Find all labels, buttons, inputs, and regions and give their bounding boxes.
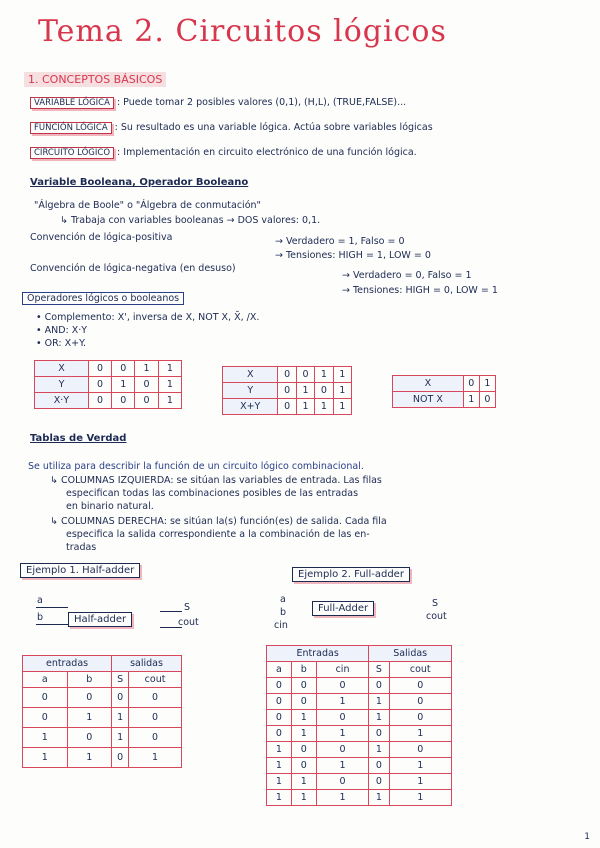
cell: 1 xyxy=(67,748,112,768)
cell: 1 xyxy=(463,392,479,408)
col-header: cout xyxy=(389,662,452,678)
table-row xyxy=(267,710,452,726)
cell: Y xyxy=(223,383,278,399)
cell: 1 xyxy=(479,376,495,392)
cell: 1 xyxy=(316,790,369,806)
or-truth-table xyxy=(222,366,352,415)
cell: 0 xyxy=(278,383,296,399)
cell: X+Y xyxy=(223,399,278,415)
header-cell: entradas xyxy=(23,656,112,672)
table-row xyxy=(223,367,352,383)
definition-text: : Implementación en circuito electrónico de una función lógica. xyxy=(117,147,417,158)
table-row xyxy=(23,656,182,672)
cell: 0 xyxy=(316,742,369,758)
boole-line: ↳ Trabaja con variables booleanas → DOS valores: 0,1. xyxy=(60,215,321,226)
truth-tables-line: Se utiliza para describir la función de un circuito lógico combinacional. xyxy=(28,461,364,472)
positive-logic-value: → Verdadero = 1, Falso = 0 xyxy=(275,236,405,247)
input-label: a xyxy=(37,595,43,606)
page-title: Tema 2. Circuitos lógicos xyxy=(38,14,447,49)
cell: 1 xyxy=(316,758,369,774)
table-row xyxy=(23,748,182,768)
example1-title: Ejemplo 1. Half-adder xyxy=(20,563,140,578)
cell: 0 xyxy=(315,383,333,399)
col-header: cin xyxy=(316,662,369,678)
input-label: b xyxy=(37,612,44,623)
cell: 1 xyxy=(389,774,452,790)
operators-heading: Operadores lógicos o booleanos xyxy=(22,292,184,305)
table-row xyxy=(23,688,182,708)
cell: 0 xyxy=(67,728,112,748)
cell: 1 xyxy=(369,694,389,710)
cell: 0 xyxy=(389,710,452,726)
cell: 0 xyxy=(291,758,316,774)
half-adder-table xyxy=(22,655,182,768)
table-row xyxy=(35,393,182,409)
cell: 1 xyxy=(369,790,389,806)
cell: 1 xyxy=(158,361,181,377)
cell: 0 xyxy=(389,678,452,694)
operator-item: • Complemento: X', inversa de X, NOT X, X̄, /X. xyxy=(36,312,260,323)
full-adder-block: Full-Adder xyxy=(312,601,374,616)
output-label: cout xyxy=(426,611,447,622)
col-header: S xyxy=(369,662,389,678)
input-label: a xyxy=(280,594,286,605)
wire xyxy=(160,611,182,612)
input-label: cin xyxy=(274,620,288,631)
table-row xyxy=(267,726,452,742)
header-cell: Salidas xyxy=(369,646,452,662)
negative-logic-label: Convención de lógica-negativa (en desuso) xyxy=(30,263,236,274)
positive-logic-voltage: → Tensiones: HIGH = 1, LOW = 0 xyxy=(275,250,431,261)
cell: 0 xyxy=(316,710,369,726)
table-row xyxy=(267,774,452,790)
cell: Y xyxy=(35,377,89,393)
output-label: cout xyxy=(178,617,199,628)
cell: 1 xyxy=(296,399,314,415)
table-row xyxy=(267,646,452,662)
cell: 1 xyxy=(333,399,351,415)
cell: 0 xyxy=(278,367,296,383)
section-heading: 1. CONCEPTOS BÁSICOS xyxy=(24,72,166,87)
page-number: 1 xyxy=(584,832,590,842)
cell: 0 xyxy=(463,376,479,392)
col-header: b xyxy=(291,662,316,678)
cell: 1 xyxy=(112,728,129,748)
cell: X xyxy=(393,376,464,392)
full-adder-table xyxy=(266,645,452,806)
cell: 0 xyxy=(88,377,111,393)
term-box: VARIABLE LÓGICA xyxy=(30,97,114,109)
cell: 1 xyxy=(135,361,158,377)
negative-logic-value: → Verdadero = 0, Falso = 1 xyxy=(342,270,472,281)
cell: 0 xyxy=(267,710,292,726)
table-row xyxy=(23,708,182,728)
definition-text: : Su resultado es una variable lógica. Actúa sobre variables lógicas xyxy=(114,122,433,133)
cell: 1 xyxy=(112,377,135,393)
operator-item: • AND: X·Y xyxy=(36,325,88,336)
cell: 1 xyxy=(267,742,292,758)
cell: 0 xyxy=(88,361,111,377)
wire xyxy=(36,607,68,608)
col-header: cout xyxy=(129,672,182,688)
table-row xyxy=(267,678,452,694)
cell: 0 xyxy=(389,742,452,758)
cell: 0 xyxy=(369,726,389,742)
operator-item: • OR: X+Y. xyxy=(36,338,86,349)
cell: 1 xyxy=(316,694,369,710)
boole-line: "Álgebra de Boole" o "Álgebra de conmutación" xyxy=(34,200,261,211)
truth-tables-line: especifica la salida correspondiente a la combinación de las en- xyxy=(66,529,370,540)
table-row xyxy=(35,377,182,393)
definition-row xyxy=(30,147,417,158)
cell: 1 xyxy=(112,708,129,728)
cell: 0 xyxy=(135,377,158,393)
cell: 0 xyxy=(389,694,452,710)
definition-row xyxy=(30,122,433,133)
cell: 0 xyxy=(316,774,369,790)
cell: 0 xyxy=(278,399,296,415)
table-row xyxy=(23,672,182,688)
col-header: b xyxy=(67,672,112,688)
truth-tables-line: ↳ COLUMNAS IZQUIERDA: se sitúan las variables de entrada. Las filas xyxy=(50,475,382,486)
truth-tables-line: ↳ COLUMNAS DERECHA: se sitúan la(s) función(es) de salida. Cada fila xyxy=(50,516,387,527)
cell: 0 xyxy=(291,742,316,758)
term-box: CIRCUITO LÓGICO xyxy=(30,147,114,159)
truth-tables-line: especifican todas las combinaciones posibles de las entradas xyxy=(66,488,359,499)
cell: X·Y xyxy=(35,393,89,409)
definition-text: : Puede tomar 2 posibles valores (0,1), (H,L), (TRUE,FALSE)... xyxy=(116,97,407,108)
cell: X xyxy=(35,361,89,377)
cell: 0 xyxy=(479,392,495,408)
cell: 1 xyxy=(158,393,181,409)
table-row xyxy=(23,728,182,748)
cell: 0 xyxy=(267,678,292,694)
cell: 0 xyxy=(88,393,111,409)
cell: 0 xyxy=(369,678,389,694)
cell: X xyxy=(223,367,278,383)
cell: 0 xyxy=(112,748,129,768)
cell: 1 xyxy=(333,383,351,399)
cell: 0 xyxy=(112,688,129,708)
cell: 0 xyxy=(369,774,389,790)
cell: 1 xyxy=(23,728,68,748)
cell: 1 xyxy=(333,367,351,383)
cell: 0 xyxy=(267,694,292,710)
not-truth-table xyxy=(392,375,496,408)
cell: 0 xyxy=(267,726,292,742)
col-header: a xyxy=(267,662,292,678)
cell: 1 xyxy=(267,790,292,806)
cell: 1 xyxy=(67,708,112,728)
cell: 0 xyxy=(129,708,182,728)
cell: 1 xyxy=(296,383,314,399)
table-row xyxy=(267,662,452,678)
cell: 0 xyxy=(112,361,135,377)
cell: 0 xyxy=(112,393,135,409)
cell: 1 xyxy=(291,710,316,726)
col-header: S xyxy=(112,672,129,688)
cell: 1 xyxy=(23,748,68,768)
and-truth-table xyxy=(34,360,182,409)
cell: 1 xyxy=(291,790,316,806)
truth-tables-line: tradas xyxy=(66,542,97,553)
cell: 0 xyxy=(129,728,182,748)
cell: 1 xyxy=(129,748,182,768)
cell: 1 xyxy=(369,710,389,726)
boole-heading: Variable Booleana, Operador Booleano xyxy=(30,177,249,188)
definition-row xyxy=(30,97,406,108)
cell: 1 xyxy=(389,758,452,774)
table-row xyxy=(267,758,452,774)
cell: 1 xyxy=(369,742,389,758)
cell: 0 xyxy=(67,688,112,708)
cell: 0 xyxy=(135,393,158,409)
col-header: a xyxy=(23,672,68,688)
wire xyxy=(36,624,68,625)
term-box: FUNCIÓN LÓGICA xyxy=(30,122,112,134)
cell: 1 xyxy=(158,377,181,393)
cell: 1 xyxy=(316,726,369,742)
table-row xyxy=(393,376,496,392)
example2-title: Ejemplo 2. Full-adder xyxy=(292,567,410,582)
cell: 0 xyxy=(129,688,182,708)
cell: 0 xyxy=(291,678,316,694)
cell: 1 xyxy=(315,367,333,383)
cell: 0 xyxy=(369,758,389,774)
table-row xyxy=(267,742,452,758)
cell: 1 xyxy=(291,774,316,790)
cell: 0 xyxy=(23,688,68,708)
cell: 1 xyxy=(389,790,452,806)
table-row xyxy=(267,790,452,806)
table-row xyxy=(223,399,352,415)
cell: 1 xyxy=(291,726,316,742)
header-cell: Entradas xyxy=(267,646,369,662)
cell: 1 xyxy=(267,758,292,774)
cell: 1 xyxy=(315,399,333,415)
truth-tables-line: en binario natural. xyxy=(66,501,154,512)
output-label: S xyxy=(432,598,439,609)
cell: 0 xyxy=(296,367,314,383)
cell: 1 xyxy=(389,726,452,742)
negative-logic-voltage: → Tensiones: HIGH = 0, LOW = 1 xyxy=(342,285,498,296)
table-row xyxy=(223,383,352,399)
cell: 1 xyxy=(267,774,292,790)
table-row xyxy=(35,361,182,377)
input-label: b xyxy=(280,607,287,618)
table-row xyxy=(267,694,452,710)
truth-tables-heading: Tablas de Verdad xyxy=(30,433,127,444)
cell: 0 xyxy=(23,708,68,728)
cell: NOT X xyxy=(393,392,464,408)
header-cell: salidas xyxy=(112,656,182,672)
table-row xyxy=(393,392,496,408)
output-label: S xyxy=(184,602,191,613)
positive-logic-label: Convención de lógica-positiva xyxy=(30,232,173,243)
cell: 0 xyxy=(291,694,316,710)
half-adder-block: Half-adder xyxy=(68,612,132,627)
cell: 0 xyxy=(316,678,369,694)
